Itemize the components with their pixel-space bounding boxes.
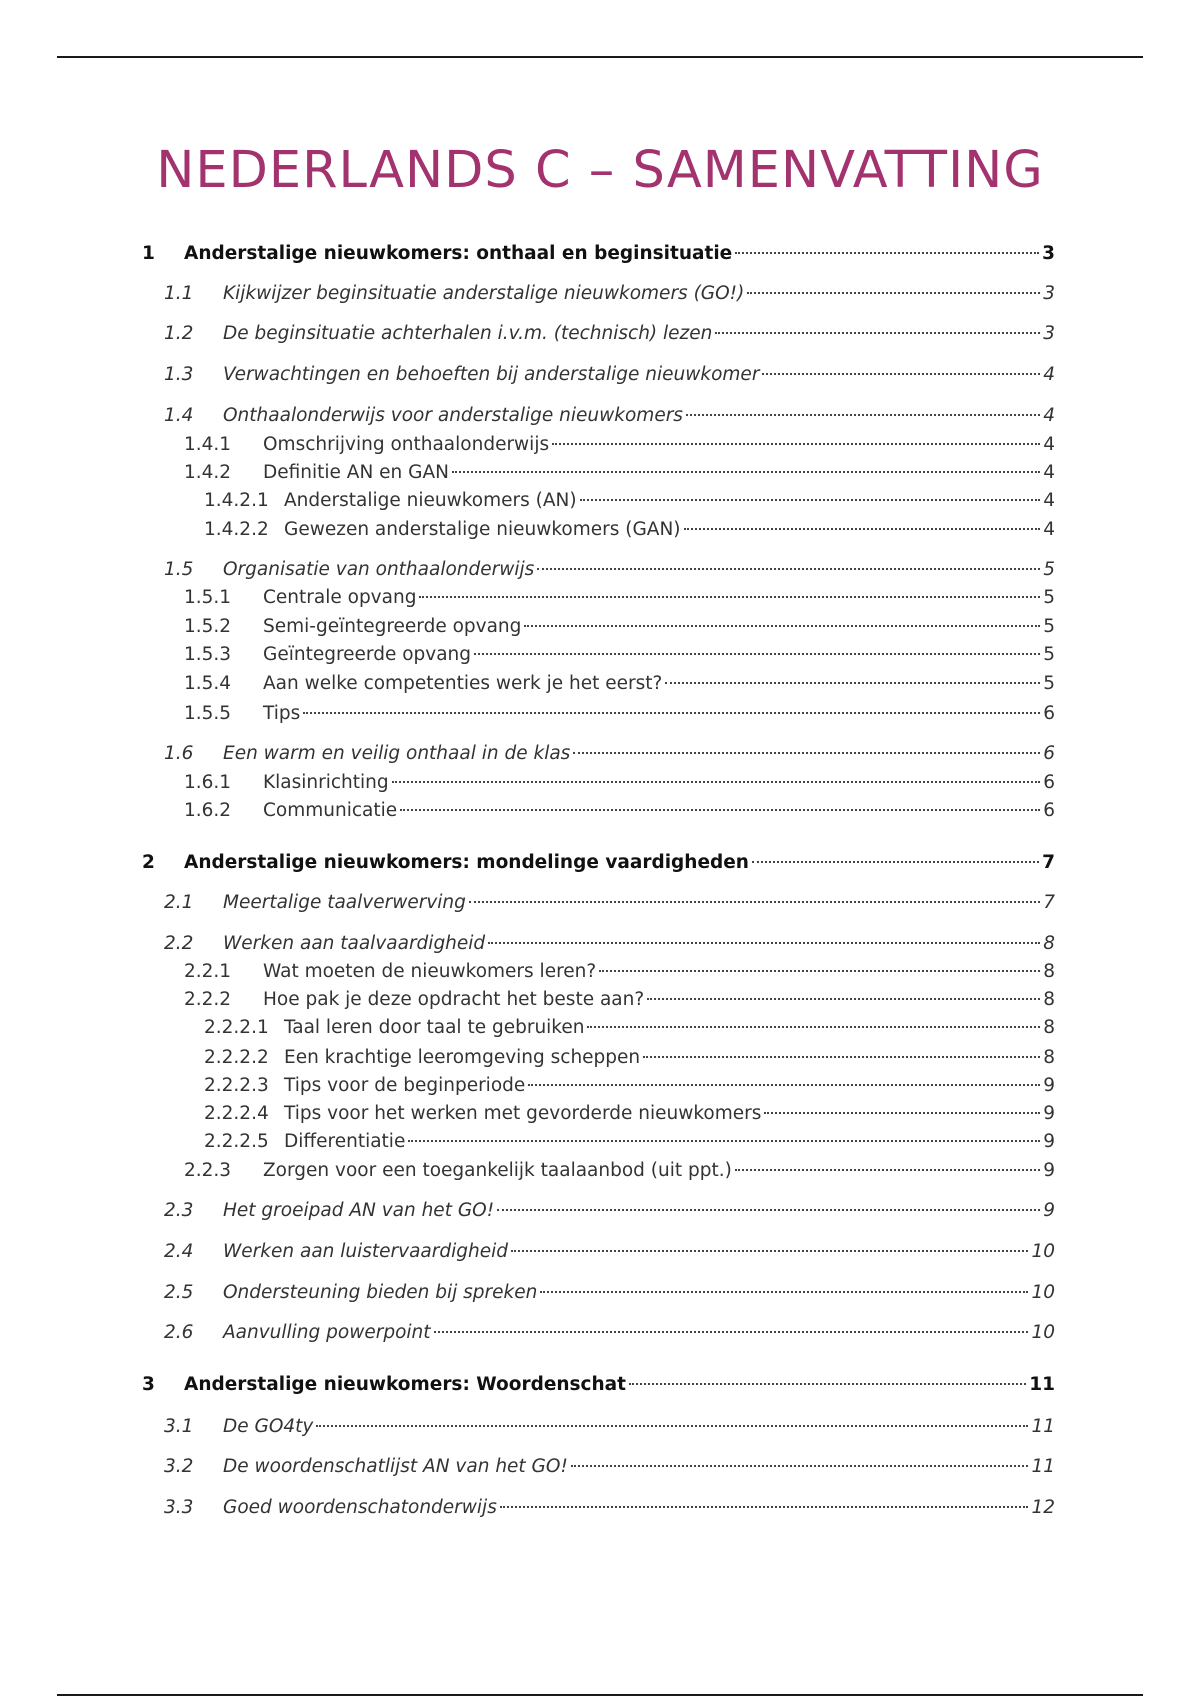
toc-leader <box>400 808 1040 811</box>
toc-leader <box>764 1111 1040 1114</box>
toc-number: 2.1 <box>164 892 194 913</box>
toc-number: 1.6.2 <box>184 800 232 821</box>
toc-number: 2.4 <box>164 1241 194 1262</box>
toc-number: 1.5.1 <box>184 587 232 608</box>
toc-number: 1.4.2.2 <box>204 519 269 540</box>
document-title: NEDERLANDS C – SAMENVATTING <box>156 141 1044 200</box>
toc-title: Semi-geïntegreerde opvang <box>263 616 522 637</box>
toc-leader <box>647 997 1040 1000</box>
toc-number: 2.2.2.1 <box>204 1017 269 1038</box>
toc-page: 5 <box>1043 616 1055 637</box>
toc-title: Meertalige taalverwerving <box>223 892 466 913</box>
toc-leader <box>452 470 1040 473</box>
toc-number: 3 <box>142 1374 155 1395</box>
toc-page: 9 <box>1043 1075 1055 1096</box>
toc-number: 3.2 <box>164 1456 194 1477</box>
toc-entry[interactable] <box>0 799 1200 823</box>
toc-leader <box>434 1330 1029 1333</box>
toc-page: 6 <box>1043 772 1055 793</box>
toc-leader <box>752 860 1039 863</box>
toc-entry[interactable] <box>0 322 1200 346</box>
toc-leader <box>686 413 1040 416</box>
toc-leader <box>392 780 1041 783</box>
toc-leader <box>537 567 1040 570</box>
toc-leader <box>316 1424 1028 1427</box>
toc-number: 2.6 <box>164 1322 194 1343</box>
toc-leader <box>573 751 1040 754</box>
toc-page: 5 <box>1043 587 1055 608</box>
toc-number: 1.3 <box>164 364 194 385</box>
toc-entry[interactable] <box>0 742 1200 766</box>
toc-page: 9 <box>1043 1103 1055 1124</box>
toc-entry[interactable] <box>0 242 1200 266</box>
toc-leader <box>629 1382 1026 1385</box>
toc-entry[interactable] <box>0 518 1200 542</box>
toc-leader <box>419 595 1040 598</box>
toc-title: Zorgen voor een toegankelijk taalaanbod (uit ppt.) <box>263 1160 732 1181</box>
toc-page: 9 <box>1043 1131 1055 1152</box>
toc-title: De beginsituatie achterhalen i.v.m. (technisch) lezen <box>223 323 713 344</box>
toc-title: Onthaalonderwijs voor anderstalige nieuwkomers <box>223 405 683 426</box>
toc-title: Kijkwijzer beginsituatie anderstalige nieuwkomers (GO!) <box>223 283 745 304</box>
toc-number: 2.2.2.3 <box>204 1075 269 1096</box>
toc-number: 2.5 <box>164 1282 194 1303</box>
toc-title: Goed woordenschatonderwijs <box>223 1497 497 1518</box>
toc-title: Anderstalige nieuwkomers: onthaal en beginsituatie <box>184 243 733 264</box>
toc-number: 2.2.2.2 <box>204 1047 269 1068</box>
toc-leader <box>540 1290 1028 1293</box>
toc-entry[interactable] <box>0 1016 1200 1040</box>
toc-leader <box>684 527 1041 530</box>
toc-entry[interactable] <box>0 615 1200 639</box>
toc-title: Anderstalige nieuwkomers: Woordenschat <box>184 1374 627 1395</box>
toc-leader <box>571 1464 1029 1467</box>
toc-page: 8 <box>1043 1017 1055 1038</box>
toc-page: 4 <box>1043 519 1055 540</box>
toc-page: 7 <box>1043 892 1055 913</box>
toc-entry[interactable] <box>0 932 1200 956</box>
toc-leader <box>665 681 1040 684</box>
toc-title: Omschrijving onthaalonderwijs <box>263 434 550 455</box>
toc-leader <box>587 1025 1040 1028</box>
toc-number: 2.2.3 <box>184 1160 232 1181</box>
toc-page: 4 <box>1043 434 1055 455</box>
toc-entry[interactable] <box>0 1159 1200 1183</box>
toc-entry[interactable] <box>0 1074 1200 1098</box>
toc-entry[interactable] <box>0 1130 1200 1154</box>
toc-entry[interactable] <box>0 489 1200 513</box>
toc-entry[interactable] <box>0 771 1200 795</box>
toc-page: 8 <box>1043 933 1055 954</box>
toc-number: 1.4.2 <box>184 462 232 483</box>
toc-page: 10 <box>1031 1322 1055 1343</box>
toc-page: 5 <box>1043 559 1055 580</box>
toc-entry[interactable] <box>0 586 1200 610</box>
toc-title: Een krachtige leeromgeving scheppen <box>284 1047 641 1068</box>
toc-entry[interactable] <box>0 1046 1200 1070</box>
toc-title: Definitie AN en GAN <box>263 462 449 483</box>
toc-leader <box>497 1208 1040 1211</box>
toc-leader <box>511 1249 1028 1252</box>
toc-page: 12 <box>1031 1497 1055 1518</box>
toc-page: 5 <box>1043 644 1055 665</box>
toc-title: Aan welke competenties werk je het eerst? <box>263 673 663 694</box>
toc-title: Tips voor het werken met gevorderde nieuwkomers <box>284 1103 762 1124</box>
toc-entry[interactable] <box>0 1455 1200 1479</box>
toc-page: 10 <box>1031 1241 1055 1262</box>
toc-page: 7 <box>1042 852 1055 873</box>
toc-entry[interactable] <box>0 1240 1200 1264</box>
toc-page: 4 <box>1043 490 1055 511</box>
toc-title: Hoe pak je deze opdracht het beste aan? <box>263 989 645 1010</box>
toc-title: Anderstalige nieuwkomers: mondelinge vaardigheden <box>184 852 749 873</box>
toc-leader <box>488 941 1040 944</box>
toc-entry[interactable] <box>0 433 1200 457</box>
toc-page: 11 <box>1029 1374 1055 1395</box>
toc-title: Het groeipad AN van het GO! <box>223 1200 495 1221</box>
toc-entry[interactable] <box>0 1102 1200 1126</box>
toc-entry[interactable] <box>0 988 1200 1012</box>
toc-title: Geïntegreerde opvang <box>263 644 472 665</box>
toc-leader <box>735 1168 1040 1171</box>
toc-leader <box>762 372 1040 375</box>
toc-entry[interactable] <box>0 702 1200 726</box>
toc-number: 1.5.4 <box>184 673 232 694</box>
toc-leader <box>735 251 1039 254</box>
toc-number: 1.2 <box>164 323 194 344</box>
toc-leader <box>599 969 1040 972</box>
toc-number: 2 <box>142 852 155 873</box>
toc-leader <box>500 1505 1029 1508</box>
toc-title: Differentiatie <box>284 1131 406 1152</box>
toc-page: 9 <box>1043 1200 1055 1221</box>
toc-title: Tips <box>263 703 301 724</box>
toc-entry[interactable] <box>0 558 1200 582</box>
toc-entry[interactable] <box>0 1321 1200 1345</box>
toc-leader <box>474 652 1040 655</box>
toc-number: 2.2.1 <box>184 961 232 982</box>
toc-number: 2.2.2.4 <box>204 1103 269 1124</box>
toc-number: 1.6.1 <box>184 772 232 793</box>
toc-title: Communicatie <box>263 800 398 821</box>
toc-number: 1.1 <box>164 283 194 304</box>
toc-page: 10 <box>1031 1282 1055 1303</box>
toc-leader <box>552 442 1040 445</box>
toc-entry[interactable] <box>0 1373 1200 1397</box>
toc-number: 1.5.5 <box>184 703 232 724</box>
toc-number: 1 <box>142 243 155 264</box>
toc-page: 6 <box>1043 703 1055 724</box>
toc-page: 3 <box>1043 323 1055 344</box>
toc-title: Anderstalige nieuwkomers (AN) <box>284 490 577 511</box>
toc-entry[interactable] <box>0 1415 1200 1439</box>
toc-entry[interactable] <box>0 1281 1200 1305</box>
toc-page: 4 <box>1043 364 1055 385</box>
toc-page: 11 <box>1031 1416 1055 1437</box>
toc-number: 1.5.3 <box>184 644 232 665</box>
toc-leader <box>524 624 1040 627</box>
toc-number: 1.4 <box>164 405 194 426</box>
toc-entry[interactable] <box>0 672 1200 696</box>
toc-page: 4 <box>1043 405 1055 426</box>
toc-entry[interactable] <box>0 461 1200 485</box>
toc-entry[interactable] <box>0 891 1200 915</box>
toc-leader <box>643 1055 1040 1058</box>
toc-title: De GO4ty <box>223 1416 314 1437</box>
toc-entry[interactable] <box>0 851 1200 875</box>
toc-entry[interactable] <box>0 1496 1200 1520</box>
toc-page: 8 <box>1043 1047 1055 1068</box>
toc-page: 11 <box>1031 1456 1055 1477</box>
toc-leader <box>580 498 1041 501</box>
toc-entry[interactable] <box>0 363 1200 387</box>
toc-number: 1.5 <box>164 559 194 580</box>
toc-number: 3.1 <box>164 1416 194 1437</box>
toc-entry[interactable] <box>0 282 1200 306</box>
toc-title: De woordenschatlijst AN van het GO! <box>223 1456 568 1477</box>
toc-page: 8 <box>1043 961 1055 982</box>
toc-leader <box>747 291 1040 294</box>
toc-number: 2.2.2.5 <box>204 1131 269 1152</box>
toc-leader <box>469 900 1040 903</box>
toc-number: 2.3 <box>164 1200 194 1221</box>
toc-number: 1.4.2.1 <box>204 490 269 511</box>
toc-title: Aanvulling powerpoint <box>223 1322 431 1343</box>
toc-title: Werken aan taalvaardigheid <box>223 933 486 954</box>
toc-leader <box>303 711 1040 714</box>
toc-page: 3 <box>1042 243 1055 264</box>
toc-title: Klasinrichting <box>263 772 389 793</box>
toc-leader <box>408 1139 1040 1142</box>
toc-entry[interactable] <box>0 643 1200 667</box>
toc-title: Ondersteuning bieden bij spreken <box>223 1282 538 1303</box>
toc-number: 3.3 <box>164 1497 194 1518</box>
toc-number: 2.2 <box>164 933 194 954</box>
toc-page: 6 <box>1043 743 1055 764</box>
toc-entry[interactable] <box>0 1199 1200 1223</box>
toc-number: 1.4.1 <box>184 434 232 455</box>
toc-page: 9 <box>1043 1160 1055 1181</box>
toc-number: 1.5.2 <box>184 616 232 637</box>
toc-title: Tips voor de beginperiode <box>284 1075 526 1096</box>
toc-title: Verwachtingen en behoeften bij anderstalige nieuwkomer <box>223 364 760 385</box>
toc-number: 2.2.2 <box>184 989 232 1010</box>
toc-page: 5 <box>1043 673 1055 694</box>
toc-title: Organisatie van onthaalonderwijs <box>223 559 535 580</box>
toc-title: Wat moeten de nieuwkomers leren? <box>263 961 597 982</box>
toc-title: Centrale opvang <box>263 587 417 608</box>
toc-page: 3 <box>1043 283 1055 304</box>
toc-page: 6 <box>1043 800 1055 821</box>
toc-entry[interactable] <box>0 404 1200 428</box>
toc-number: 1.6 <box>164 743 194 764</box>
toc-page: 8 <box>1043 989 1055 1010</box>
bottom-rule <box>57 1694 1143 1696</box>
toc-entry[interactable] <box>0 960 1200 984</box>
toc-title: Taal leren door taal te gebruiken <box>284 1017 585 1038</box>
toc-leader <box>528 1083 1040 1086</box>
toc-leader <box>715 331 1040 334</box>
toc-title: Gewezen anderstalige nieuwkomers (GAN) <box>284 519 681 540</box>
toc-title: Werken aan luistervaardigheid <box>223 1241 508 1262</box>
toc-title: Een warm en veilig onthaal in de klas <box>223 743 571 764</box>
toc-page: 4 <box>1043 462 1055 483</box>
